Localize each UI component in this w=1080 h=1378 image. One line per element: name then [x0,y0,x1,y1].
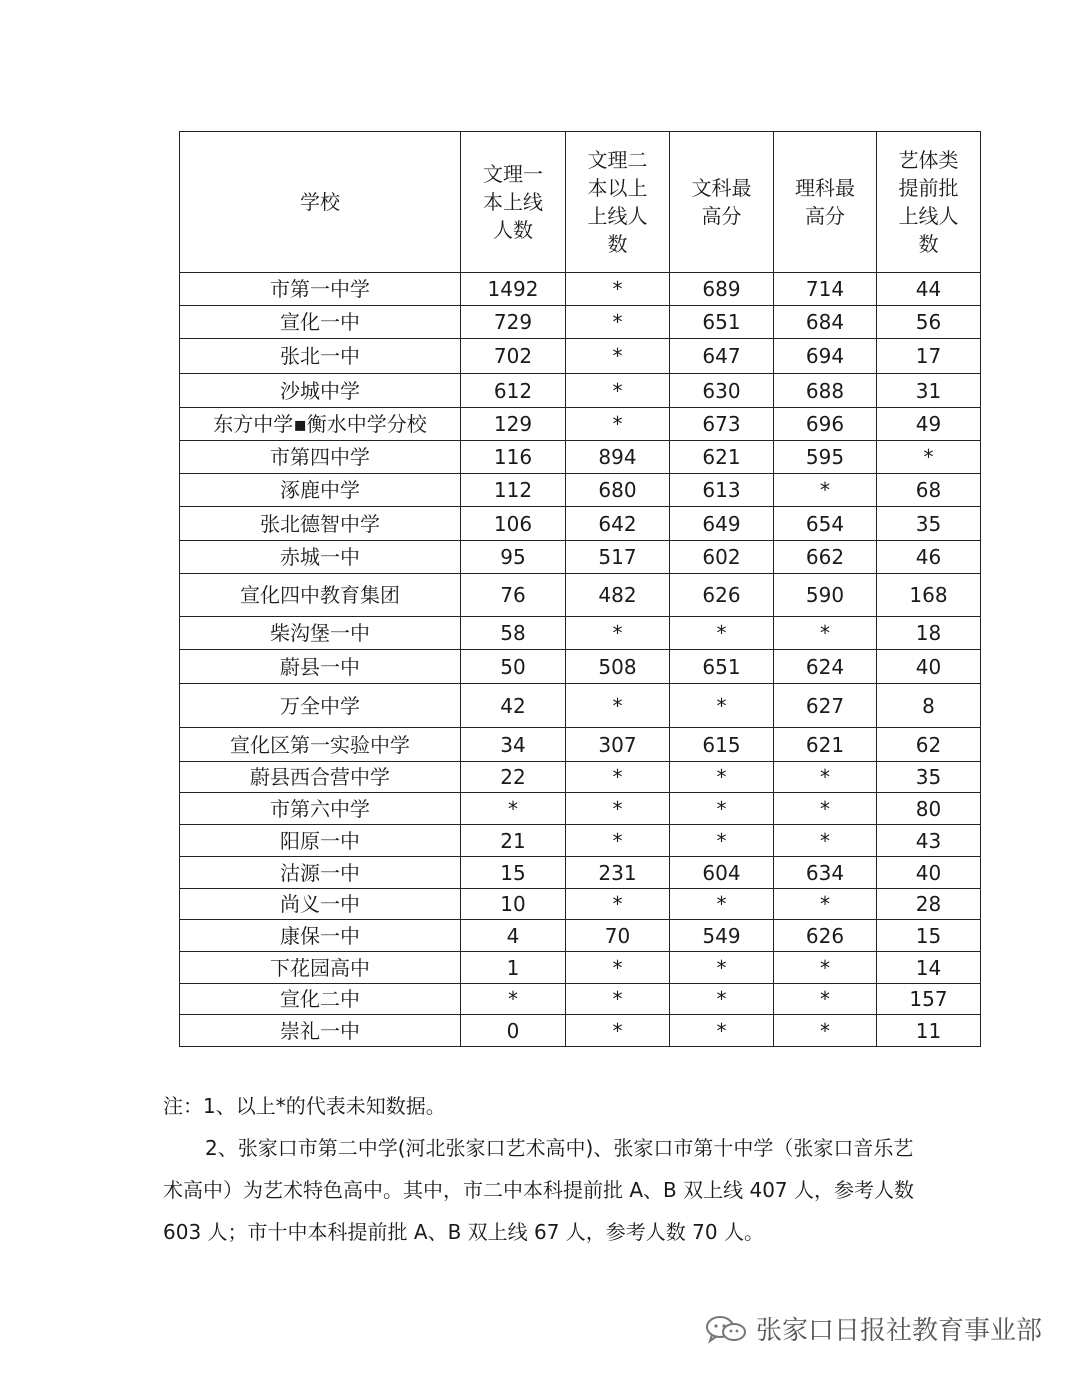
cell-arts-early: 68 [877,474,981,507]
cell-arts-early: 40 [877,857,981,889]
cell-arts-early: 15 [877,920,981,952]
score-table [179,131,981,1047]
table-row [180,306,981,339]
cell-liberal-max: * [670,617,774,650]
cell-liberal-max: * [670,684,774,728]
cell-school: 市第四中学 [180,441,461,474]
cell-science-max: 595 [774,441,877,474]
cell-tier1: 1492 [461,273,566,306]
cell-science-max: 684 [774,306,877,339]
cell-liberal-max: * [670,793,774,825]
table-row [180,684,981,728]
table-row [180,339,981,374]
cell-tier2: * [566,374,670,408]
cell-science-max: 621 [774,728,877,762]
cell-tier2: * [566,793,670,825]
cell-science-max: * [774,617,877,650]
cell-arts-early: 17 [877,339,981,374]
cell-arts-early: 14 [877,952,981,984]
note-2: 2、张家口市第二中学(河北张家口艺术高中)、张家口市第十中学（张家口音乐艺术高中）为艺术特色高中。其中，市二中本科提前批 A、B 双上线 407 人，参考人数 603 人；市十中本科提前批 A、B 双上线 67 人，参考人数 70 人。 [163,1136,915,1244]
cell-school: 下花园高中 [180,952,461,984]
cell-school: 市第一中学 [180,273,461,306]
cell-liberal-max: 615 [670,728,774,762]
cell-school: 张北一中 [180,339,461,374]
cell-tier2: * [566,617,670,650]
cell-arts-early: 11 [877,1015,981,1047]
cell-science-max: * [774,825,877,857]
cell-tier2: 680 [566,474,670,507]
cell-tier2: 517 [566,541,670,574]
cell-science-max: 688 [774,374,877,408]
cell-tier1: 129 [461,408,566,441]
cell-tier2: * [566,306,670,339]
cell-school: 市第六中学 [180,793,461,825]
cell-arts-early: 28 [877,889,981,920]
cell-school: 宣化二中 [180,984,461,1015]
table-row [180,984,981,1015]
table-row [180,273,981,306]
cell-arts-early: 44 [877,273,981,306]
cell-science-max: 696 [774,408,877,441]
cell-tier1: 95 [461,541,566,574]
cell-tier1: 702 [461,339,566,374]
table-row [180,617,981,650]
cell-arts-early: * [877,441,981,474]
cell-tier2: * [566,339,670,374]
cell-liberal-max: 626 [670,574,774,617]
cell-science-max: 590 [774,574,877,617]
cell-school: 阳原一中 [180,825,461,857]
cell-school: 涿鹿中学 [180,474,461,507]
table-row [180,574,981,617]
cell-arts-early: 18 [877,617,981,650]
header-tier2-count: 文理二本以上上线人数 [566,132,670,273]
cell-liberal-max: 647 [670,339,774,374]
cell-tier1: 116 [461,441,566,474]
cell-science-max: * [774,793,877,825]
cell-science-max: 624 [774,650,877,684]
cell-arts-early: 31 [877,374,981,408]
cell-science-max: 654 [774,507,877,541]
cell-science-max: 626 [774,920,877,952]
table-row [180,1015,981,1047]
cell-liberal-max: 651 [670,306,774,339]
cell-liberal-max: * [670,889,774,920]
cell-liberal-max: 602 [670,541,774,574]
cell-tier2: 642 [566,507,670,541]
wechat-icon [704,1314,748,1344]
cell-tier2: * [566,889,670,920]
cell-science-max: 634 [774,857,877,889]
cell-science-max: 662 [774,541,877,574]
table-row [180,920,981,952]
cell-tier1: 76 [461,574,566,617]
cell-tier1: 10 [461,889,566,920]
cell-arts-early: 35 [877,507,981,541]
cell-tier2: 70 [566,920,670,952]
cell-science-max: * [774,984,877,1015]
cell-tier2: * [566,273,670,306]
table-row [180,474,981,507]
table-row [180,728,981,762]
table-row [180,762,981,793]
cell-science-max: 627 [774,684,877,728]
cell-tier1: * [461,984,566,1015]
cell-school: 宣化一中 [180,306,461,339]
cell-liberal-max: * [670,952,774,984]
cell-liberal-max: * [670,1015,774,1047]
cell-science-max: * [774,762,877,793]
cell-liberal-max: 604 [670,857,774,889]
cell-tier2: * [566,762,670,793]
cell-liberal-max: 651 [670,650,774,684]
table-body [180,273,981,1047]
cell-tier2: 894 [566,441,670,474]
cell-liberal-max: 549 [670,920,774,952]
cell-tier2: 307 [566,728,670,762]
table-row [180,441,981,474]
footer-source-text: 张家口日报社教育事业部 [755,1316,1042,1346]
table-row [180,857,981,889]
cell-arts-early: 62 [877,728,981,762]
cell-school: 崇礼一中 [180,1015,461,1047]
cell-science-max: 694 [774,339,877,374]
cell-school: 沙城中学 [180,374,461,408]
cell-school: 康保一中 [180,920,461,952]
table-row [180,408,981,441]
table-row [180,507,981,541]
notes-section [163,1085,923,1253]
cell-arts-early: 80 [877,793,981,825]
cell-tier1: 22 [461,762,566,793]
cell-science-max: * [774,952,877,984]
cell-tier2: 508 [566,650,670,684]
cell-tier1: 4 [461,920,566,952]
note-1: 注：1、以上*的代表未知数据。 [163,1094,446,1118]
cell-arts-early: 8 [877,684,981,728]
cell-school: 赤城一中 [180,541,461,574]
cell-tier1: 0 [461,1015,566,1047]
header-liberal-arts-max: 文科最高分 [670,132,774,273]
table-row [180,825,981,857]
header-school: 学校 [180,132,461,273]
cell-tier1: 58 [461,617,566,650]
cell-liberal-max: 630 [670,374,774,408]
cell-liberal-max: * [670,762,774,793]
cell-school: 万全中学 [180,684,461,728]
footer-source [704,1310,1042,1347]
cell-tier1: * [461,793,566,825]
cell-arts-early: 168 [877,574,981,617]
cell-liberal-max: 673 [670,408,774,441]
cell-tier1: 729 [461,306,566,339]
cell-school: 蔚县一中 [180,650,461,684]
cell-arts-early: 35 [877,762,981,793]
header-science-max: 理科最高分 [774,132,877,273]
cell-arts-early: 40 [877,650,981,684]
cell-liberal-max: 621 [670,441,774,474]
cell-tier1: 612 [461,374,566,408]
table-row [180,374,981,408]
cell-science-max: * [774,889,877,920]
cell-tier1: 42 [461,684,566,728]
cell-liberal-max: * [670,984,774,1015]
cell-tier1: 50 [461,650,566,684]
cell-tier1: 1 [461,952,566,984]
cell-science-max: * [774,1015,877,1047]
table-row [180,541,981,574]
cell-school: 张北德智中学 [180,507,461,541]
cell-liberal-max: 613 [670,474,774,507]
cell-tier2: 482 [566,574,670,617]
cell-tier2: * [566,984,670,1015]
table-row [180,650,981,684]
cell-tier2: * [566,684,670,728]
cell-school: 宣化四中教育集团 [180,574,461,617]
cell-tier1: 21 [461,825,566,857]
table-row [180,889,981,920]
header-arts-early-count: 艺体类提前批上线人数 [877,132,981,273]
cell-tier2: * [566,825,670,857]
cell-tier2: 231 [566,857,670,889]
cell-tier1: 15 [461,857,566,889]
cell-tier1: 34 [461,728,566,762]
cell-school: 宣化区第一实验中学 [180,728,461,762]
cell-liberal-max: 689 [670,273,774,306]
cell-liberal-max: 649 [670,507,774,541]
cell-tier1: 112 [461,474,566,507]
cell-arts-early: 43 [877,825,981,857]
table-row [180,952,981,984]
cell-school: 尚义一中 [180,889,461,920]
header-tier1-count: 文理一本上线人数 [461,132,566,273]
cell-liberal-max: * [670,825,774,857]
cell-arts-early: 46 [877,541,981,574]
score-table-wrapper [179,131,980,1047]
cell-tier2: * [566,408,670,441]
cell-tier1: 106 [461,507,566,541]
cell-arts-early: 49 [877,408,981,441]
cell-school: 柴沟堡一中 [180,617,461,650]
table-row [180,793,981,825]
cell-science-max: 714 [774,273,877,306]
cell-tier2: * [566,952,670,984]
cell-tier2: * [566,1015,670,1047]
table-header-row [180,132,981,273]
cell-school: 沽源一中 [180,857,461,889]
cell-science-max: * [774,474,877,507]
cell-school: 蔚县西合营中学 [180,762,461,793]
cell-school: 东方中学▪衡水中学分校 [180,408,461,441]
cell-arts-early: 56 [877,306,981,339]
cell-arts-early: 157 [877,984,981,1015]
